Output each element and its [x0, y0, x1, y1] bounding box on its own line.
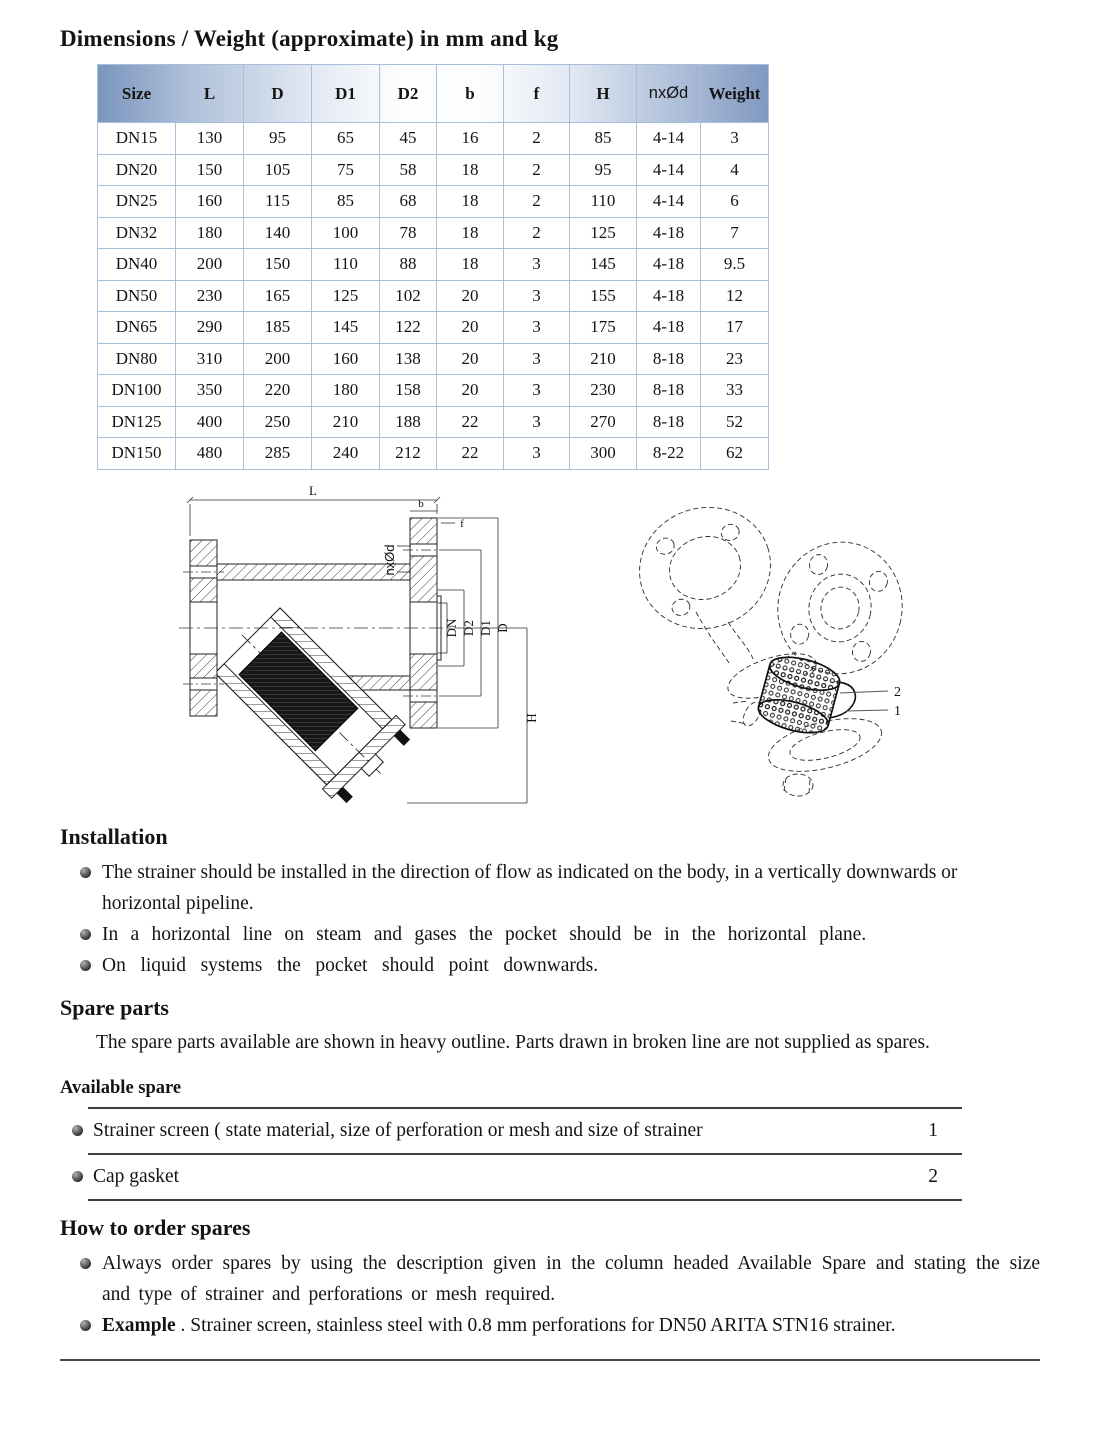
table-cell: 158 [380, 375, 437, 407]
table-cell: 180 [312, 375, 380, 407]
list-item [80, 919, 1040, 950]
dim-label-H: H [524, 712, 539, 723]
table-cell: 285 [244, 438, 312, 470]
table-cell: 145 [570, 249, 637, 281]
example-label: Example [102, 1314, 176, 1336]
table-row [98, 217, 769, 249]
table-row [98, 249, 769, 281]
table-cell: 220 [244, 375, 312, 407]
table-cell: 3 [504, 249, 570, 281]
table-cell: 125 [312, 280, 380, 312]
table-cell: 8-18 [637, 406, 701, 438]
spare-item-label: Cap gasket [93, 1165, 180, 1187]
table-cell: 9.5 [701, 249, 769, 281]
table-cell: 8-18 [637, 375, 701, 407]
dim-label-D1: D1 [478, 619, 493, 636]
table-cell: 165 [244, 280, 312, 312]
list-item [80, 1310, 1040, 1341]
table-cell: 62 [701, 438, 769, 470]
column-header-7: H [570, 65, 637, 123]
spare-parts-section [60, 995, 1040, 1058]
column-header-1: L [176, 65, 244, 123]
column-header-6: f [504, 65, 570, 123]
table-cell: 350 [176, 375, 244, 407]
table-row [98, 343, 769, 375]
dim-label-b: b [418, 497, 424, 510]
bullet-icon [80, 1320, 91, 1331]
available-spare-heading: Available spare [60, 1077, 182, 1098]
available-spare-table [88, 1107, 962, 1201]
table-cell: 3 [504, 343, 570, 375]
table-row [98, 280, 769, 312]
table-cell: 230 [176, 280, 244, 312]
table-cell: DN65 [98, 312, 176, 344]
table-cell: 155 [570, 280, 637, 312]
dim-label-L: L [309, 482, 317, 498]
dim-label-DN: DN [444, 618, 459, 637]
installation-bullet-1: The strainer should be installed in the direction of flow as indicated on the body, in a vertically downwards or horizontal pipeline. [102, 861, 958, 914]
table-cell: 102 [380, 280, 437, 312]
table-cell: 4-18 [637, 280, 701, 312]
table-cell: 85 [570, 123, 637, 155]
table-cell: 175 [570, 312, 637, 344]
column-header-5: b [437, 65, 504, 123]
table-cell: 7 [701, 217, 769, 249]
table-cell: 270 [570, 406, 637, 438]
table-cell: DN80 [98, 343, 176, 375]
table-cell: 33 [701, 375, 769, 407]
table-cell: 188 [380, 406, 437, 438]
list-item [80, 857, 1040, 919]
table-cell: 200 [244, 343, 312, 375]
strainer-exploded-drawing [600, 480, 920, 810]
table-cell: 4-14 [637, 123, 701, 155]
table-cell: DN32 [98, 217, 176, 249]
table-cell: DN100 [98, 375, 176, 407]
how-to-order-section [60, 1215, 1040, 1341]
available-spare-section [60, 1078, 1040, 1201]
strainer-section-drawing [175, 478, 575, 808]
table-cell: 3 [504, 280, 570, 312]
bullet-icon [80, 960, 91, 971]
installation-bullet-2: In a horizontal line on steam and gases the pocket should be in the horizontal plane. [102, 923, 867, 945]
table-cell: 100 [312, 217, 380, 249]
table-cell: 300 [570, 438, 637, 470]
bullet-icon [80, 1258, 91, 1269]
spare-item-label: Strainer screen ( state material, size of perforation or mesh and size of strainer [93, 1119, 703, 1141]
table-cell: 20 [437, 280, 504, 312]
table-cell: 110 [570, 186, 637, 218]
table-cell: 4-18 [637, 249, 701, 281]
table-cell: 2 [504, 186, 570, 218]
part-leader-lines [840, 691, 888, 711]
table-cell: 125 [570, 217, 637, 249]
table-row [98, 438, 769, 470]
table-row [98, 375, 769, 407]
table-cell: 95 [244, 123, 312, 155]
table-cell: 22 [437, 406, 504, 438]
bullet-icon [80, 867, 91, 878]
spare-parts-heading: Spare parts [60, 994, 169, 1020]
table-cell: 65 [312, 123, 380, 155]
dim-label-D2: D2 [461, 619, 476, 636]
table-cell: 480 [176, 438, 244, 470]
table-cell: 22 [437, 438, 504, 470]
dimensions-table-body [98, 123, 769, 470]
body-broken-outline [624, 490, 915, 795]
table-cell: 140 [244, 217, 312, 249]
table-cell: 200 [176, 249, 244, 281]
table-cell: 150 [244, 249, 312, 281]
table-cell: DN15 [98, 123, 176, 155]
table-cell: 20 [437, 375, 504, 407]
table-cell: 8-18 [637, 343, 701, 375]
table-cell: 3 [701, 123, 769, 155]
table-cell: 110 [312, 249, 380, 281]
order-instruction: Always order spares by using the description given in the column headed Available Spare and stating the size and type of strainer and perforations or mesh required. [102, 1252, 1040, 1305]
table-cell: 18 [437, 249, 504, 281]
table-cell: 160 [312, 343, 380, 375]
table-cell: 290 [176, 312, 244, 344]
technical-drawings [60, 478, 1040, 810]
installation-heading: Installation [60, 823, 168, 849]
table-cell: 4-14 [637, 154, 701, 186]
table-cell: DN20 [98, 154, 176, 186]
table-cell: 20 [437, 312, 504, 344]
table-cell: 16 [437, 123, 504, 155]
page-title: Dimensions / Weight (approximate) in mm and kg [60, 26, 559, 51]
table-cell: 250 [244, 406, 312, 438]
table-cell: 160 [176, 186, 244, 218]
table-row [88, 1107, 962, 1153]
part-label-screen: 1 [894, 703, 901, 719]
part-label-gasket: 2 [894, 684, 901, 700]
table-cell: 2 [504, 154, 570, 186]
table-cell: 18 [437, 217, 504, 249]
dimensions-table [97, 64, 769, 470]
table-cell: 230 [570, 375, 637, 407]
table-cell: 23 [701, 343, 769, 375]
table-cell: 8-22 [637, 438, 701, 470]
table-cell: DN50 [98, 280, 176, 312]
table-cell: 4-18 [637, 312, 701, 344]
bullet-icon [72, 1171, 83, 1182]
table-cell: 58 [380, 154, 437, 186]
table-cell: 2 [504, 217, 570, 249]
table-cell: 210 [570, 343, 637, 375]
table-cell: 78 [380, 217, 437, 249]
table-cell: 138 [380, 343, 437, 375]
list-item [80, 1248, 1040, 1310]
table-cell: 4-14 [637, 186, 701, 218]
table-cell: DN25 [98, 186, 176, 218]
table-cell: 12 [701, 280, 769, 312]
table-row [88, 1153, 962, 1199]
table-cell: DN40 [98, 249, 176, 281]
column-header-3: D1 [312, 65, 380, 123]
table-cell: DN125 [98, 406, 176, 438]
table-cell: 3 [504, 406, 570, 438]
table-cell: 400 [176, 406, 244, 438]
installation-section [60, 824, 1040, 981]
table-row [98, 154, 769, 186]
example-text: . Strainer screen, stainless steel with 0.8 mm perforations for DN50 ARITA STN16 strainer. [175, 1314, 896, 1336]
installation-bullet-3: On liquid systems the pocket should point downwards. [102, 954, 599, 976]
dim-label-nxod: nxØd [382, 543, 397, 576]
table-cell: 85 [312, 186, 380, 218]
table-cell: 240 [312, 438, 380, 470]
how-to-order-heading: How to order spares [60, 1214, 251, 1240]
column-header-4: D2 [380, 65, 437, 123]
column-header-2: D [244, 65, 312, 123]
table-cell: 17 [701, 312, 769, 344]
page-bottom-rule [60, 1359, 1040, 1361]
column-header-8: nxØd [637, 65, 701, 123]
spare-parts-description: The spare parts available are shown in heavy outline. Parts drawn in broken line are not supplied as spares. [96, 1031, 930, 1053]
table-cell: DN150 [98, 438, 176, 470]
table-cell: 95 [570, 154, 637, 186]
table-cell: 115 [244, 186, 312, 218]
table-row [98, 406, 769, 438]
table-row [98, 123, 769, 155]
list-item [80, 950, 1040, 981]
table-cell: 150 [176, 154, 244, 186]
table-cell: 122 [380, 312, 437, 344]
order-example [102, 1310, 895, 1341]
table-cell: 18 [437, 186, 504, 218]
dimensions-table-header-row [98, 65, 769, 123]
table-cell: 75 [312, 154, 380, 186]
table-cell: 52 [701, 406, 769, 438]
table-cell: 18 [437, 154, 504, 186]
table-cell: 130 [176, 123, 244, 155]
table-cell: 3 [504, 312, 570, 344]
table-cell: 185 [244, 312, 312, 344]
table-cell: 20 [437, 343, 504, 375]
table-cell: 45 [380, 123, 437, 155]
spare-item-number: 1 [928, 1119, 938, 1141]
table-cell: 4 [701, 154, 769, 186]
dim-label-f: f [460, 517, 464, 530]
table-cell: 4-18 [637, 217, 701, 249]
spare-item-number: 2 [928, 1165, 938, 1187]
table-cell: 6 [701, 186, 769, 218]
table-cell: 145 [312, 312, 380, 344]
table-cell: 180 [176, 217, 244, 249]
bullet-icon [80, 929, 91, 940]
table-cell: 88 [380, 249, 437, 281]
column-header-9: Weight [701, 65, 769, 123]
table-row [98, 312, 769, 344]
table-cell: 310 [176, 343, 244, 375]
table-cell: 105 [244, 154, 312, 186]
table-cell: 68 [380, 186, 437, 218]
table-cell: 212 [380, 438, 437, 470]
strainer-pocket [205, 598, 419, 808]
bullet-icon [72, 1125, 83, 1136]
table-cell: 2 [504, 123, 570, 155]
table-cell: 3 [504, 438, 570, 470]
strainer-screen-part [755, 650, 843, 738]
table-row [98, 186, 769, 218]
table-cell: 3 [504, 375, 570, 407]
column-header-0: Size [98, 65, 176, 123]
table-cell: 210 [312, 406, 380, 438]
dim-label-D: D [495, 622, 510, 633]
